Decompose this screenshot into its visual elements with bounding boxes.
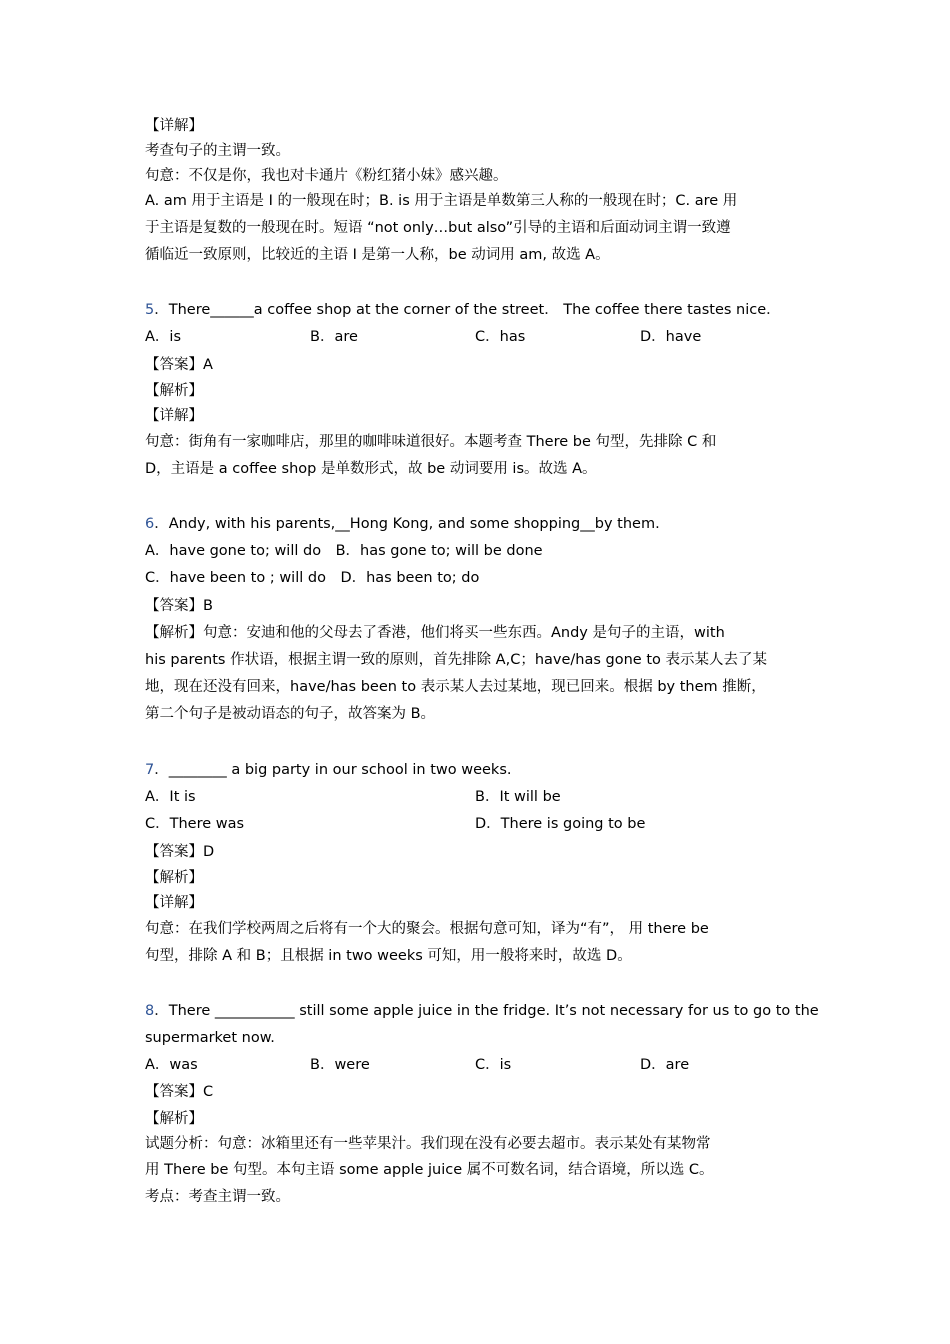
option-c: C．is bbox=[475, 1057, 512, 1073]
option-b: B．were bbox=[310, 1057, 370, 1073]
question-8-stem bbox=[145, 1001, 819, 1021]
option-d: D．There is going to be bbox=[475, 816, 646, 832]
answer: 【答案】C bbox=[145, 1084, 214, 1100]
options-line: C．have been to ; will do D．has been to; do bbox=[145, 570, 480, 586]
explanation-line: his parents 作状语，根据主谓一致的原则，首先排除 A,C；have/has gone to 表示某人去了某 bbox=[145, 652, 767, 668]
explanation-line: 句意：街角有一家咖啡店，那里的咖啡味道很好。本题考查 There be 句型，先排除 C 和 bbox=[145, 434, 717, 450]
explanation-line: A. am 用于主语是 I 的一般现在时；B. is 用于主语是单数第三人称的一般现在时；C. are 用 bbox=[145, 193, 738, 209]
option-a: A．was bbox=[145, 1057, 198, 1073]
question-number: 5 bbox=[145, 302, 155, 318]
question-text-cont: supermarket now. bbox=[145, 1030, 275, 1046]
explanation-line: 【解析】句意：安迪和他的父母去了香港，他们将买一些东西。Andy 是句子的主语，with bbox=[145, 625, 725, 641]
explanation-line: 地，现在还没有回来，have/has been to 表示某人去过某地，现已回来。根据 by them 推断， bbox=[145, 679, 766, 695]
explanation-line: 试题分析：句意：冰箱里还有一些苹果汁。我们现在没有必要去超市。表示某处有某物常 bbox=[145, 1136, 711, 1152]
question-number: 8 bbox=[145, 1003, 155, 1019]
option-d: D．are bbox=[640, 1057, 690, 1073]
explanation-line: 考点：考查主谓一致。 bbox=[145, 1189, 290, 1205]
options-line: A．have gone to; will do B．has gone to; will be done bbox=[145, 543, 543, 559]
option-c: C．There was bbox=[145, 816, 245, 832]
option-c: C．has bbox=[475, 329, 526, 345]
question-text: ．There ___________ still some apple juice in the fridge. It’s not necessary for us to go to the bbox=[154, 1003, 819, 1019]
question-7-stem bbox=[145, 760, 511, 780]
explanation-line: 句意：在我们学校两周之后将有一个大的聚会。根据句意可知，译为“有”， 用 there be bbox=[145, 921, 709, 937]
explanation-line: 用 There be 句型。本句主语 some apple juice 属不可数名词，结合语境，所以选 C。 bbox=[145, 1162, 714, 1178]
question-6-stem bbox=[145, 514, 660, 534]
explanation-line: 句型，排除 A 和 B；且根据 in two weeks 可知，用一般将来时，故选 D。 bbox=[145, 948, 632, 964]
analysis-tag: 【解析】 bbox=[145, 383, 203, 399]
analysis-tag: 【解析】 bbox=[145, 870, 203, 886]
explanation-line: 考查句子的主谓一致。 bbox=[145, 143, 290, 159]
answer: 【答案】A bbox=[145, 357, 213, 373]
detail-tag: 【详解】 bbox=[145, 895, 203, 911]
question-text: ．________ a big party in our school in two weeks. bbox=[154, 762, 512, 778]
option-a: A．It is bbox=[145, 789, 196, 805]
analysis-tag: 【解析】 bbox=[145, 1111, 203, 1127]
option-a: A．is bbox=[145, 329, 182, 345]
question-number: 7 bbox=[145, 762, 155, 778]
explanation-line: 循临近一致原则，比较近的主语 I 是第一人称，be 动词用 am, 故选 A。 bbox=[145, 247, 610, 263]
answer: 【答案】D bbox=[145, 844, 215, 860]
option-d: D．have bbox=[640, 329, 702, 345]
question-number: 6 bbox=[145, 516, 155, 532]
detail-tag: 【详解】 bbox=[145, 118, 203, 134]
explanation-line: 第二个句子是被动语态的句子，故答案为 B。 bbox=[145, 706, 436, 722]
option-b: B．It will be bbox=[475, 789, 561, 805]
question-text: ．There______a coffee shop at the corner of the street． The coffee there tastes nice． bbox=[154, 302, 781, 318]
question-5-stem bbox=[145, 300, 781, 320]
detail-tag: 【详解】 bbox=[145, 408, 203, 424]
explanation-line: 句意：不仅是你，我也对卡通片《粉红猪小妹》感兴趣。 bbox=[145, 168, 508, 184]
explanation-line: D，主语是 a coffee shop 是单数形式，故 be 动词要用 is。故选 A。 bbox=[145, 461, 597, 477]
question-text: ．Andy, with his parents,__Hong Kong, and some shopping__by them. bbox=[154, 516, 660, 532]
option-b: B．are bbox=[310, 329, 358, 345]
answer: 【答案】B bbox=[145, 598, 213, 614]
explanation-line: 于主语是复数的一般现在时。短语 “not only…but also”引导的主语和后面动词主谓一致遵 bbox=[145, 220, 731, 236]
